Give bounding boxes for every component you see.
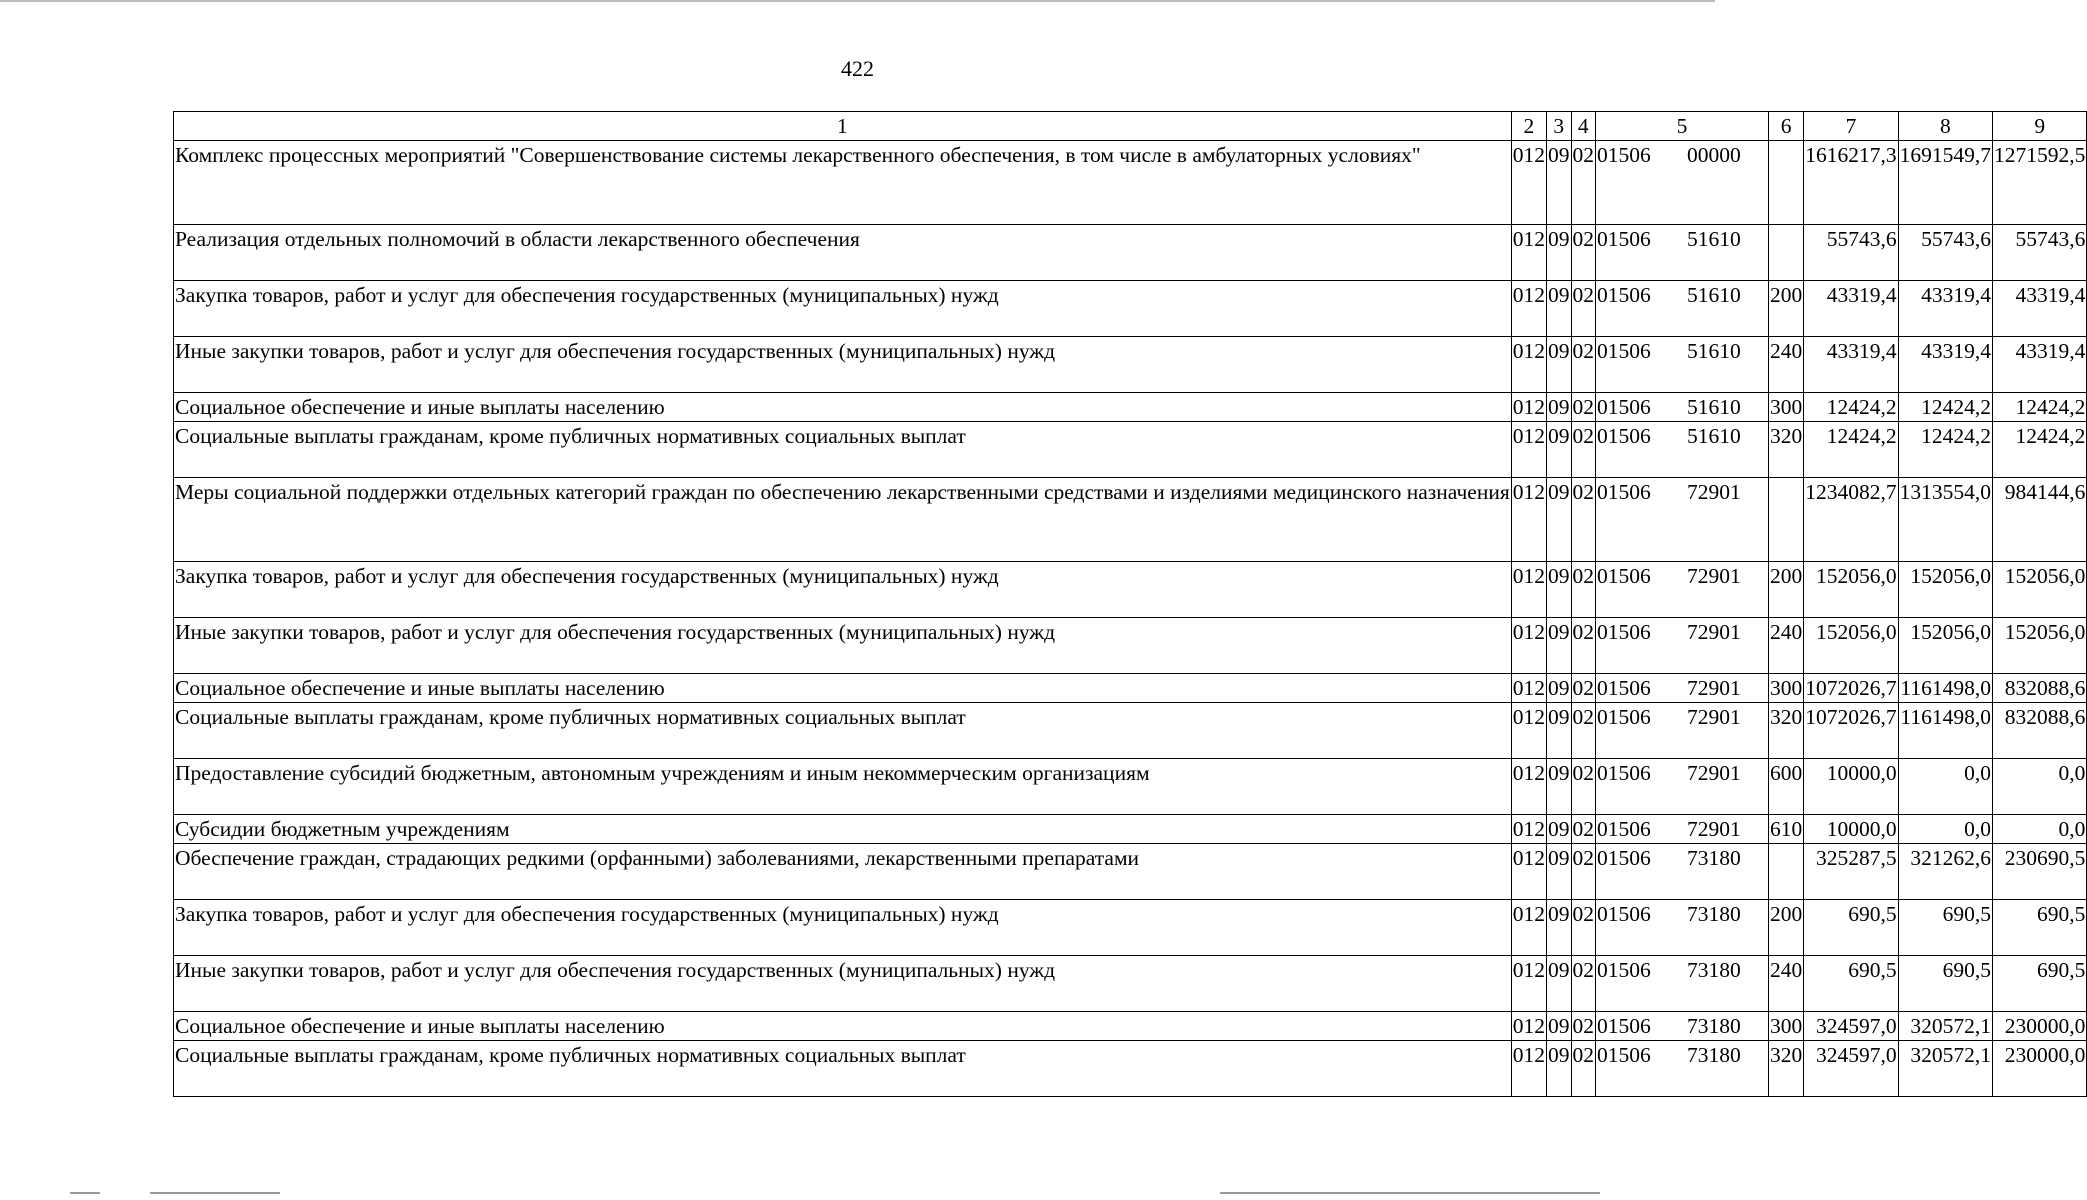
amount-col-9: 12424,2 bbox=[1993, 422, 2087, 478]
amount-col-7: 152056,0 bbox=[1804, 618, 1898, 674]
table-row bbox=[174, 141, 2087, 225]
amount-col-8: 1161498,0 bbox=[1898, 674, 1992, 703]
amount-col-8: 12424,2 bbox=[1898, 393, 1992, 422]
target-article-direction: 72901 bbox=[1687, 480, 1741, 504]
target-article-program: 01506 bbox=[1597, 143, 1651, 167]
column-header: 2 bbox=[1511, 112, 1546, 141]
table-row bbox=[174, 393, 2087, 422]
target-article-program: 01506 bbox=[1597, 761, 1651, 785]
page-number: 422 bbox=[841, 56, 874, 81]
expense-type-code: 320 bbox=[1769, 1041, 1804, 1097]
ministry-code: 012 bbox=[1511, 337, 1546, 393]
amount-col-9: 984144,6 bbox=[1993, 478, 2087, 562]
table-row bbox=[174, 956, 2087, 1012]
column-header: 6 bbox=[1769, 112, 1804, 141]
row-name: Социальные выплаты гражданам, кроме публичных нормативных социальных выплат bbox=[174, 422, 1512, 478]
target-article-program: 01506 bbox=[1597, 339, 1651, 363]
amount-col-7: 325287,5 bbox=[1804, 844, 1898, 900]
amount-col-7: 43319,4 bbox=[1804, 281, 1898, 337]
ministry-code: 012 bbox=[1511, 703, 1546, 759]
amount-col-8: 152056,0 bbox=[1898, 618, 1992, 674]
table-row bbox=[174, 562, 2087, 618]
scan-top-edge bbox=[0, 0, 1715, 2]
subsection-code: 02 bbox=[1571, 1012, 1596, 1041]
amount-col-9: 832088,6 bbox=[1993, 703, 2087, 759]
amount-col-7: 1234082,7 bbox=[1804, 478, 1898, 562]
amount-col-7: 10000,0 bbox=[1804, 759, 1898, 815]
subsection-code: 02 bbox=[1571, 759, 1596, 815]
table-row bbox=[174, 703, 2087, 759]
column-header: 7 bbox=[1804, 112, 1898, 141]
target-article-direction: 51610 bbox=[1687, 283, 1741, 307]
subsection-code: 02 bbox=[1571, 1041, 1596, 1097]
target-article-code bbox=[1596, 141, 1769, 225]
row-name: Меры социальной поддержки отдельных категорий граждан по обеспечению лекарственными средствами и изделиями медицинского назначения bbox=[174, 478, 1512, 562]
section-code: 09 bbox=[1547, 141, 1572, 225]
subsection-code: 02 bbox=[1571, 141, 1596, 225]
target-article-program: 01506 bbox=[1597, 902, 1651, 926]
row-name: Предоставление субсидий бюджетным, автономным учреждениям и иным некоммерческим организациям bbox=[174, 759, 1512, 815]
target-article-direction: 51610 bbox=[1687, 227, 1741, 251]
target-article-program: 01506 bbox=[1597, 1043, 1651, 1067]
amount-col-9: 1271592,5 bbox=[1993, 141, 2087, 225]
subsection-code: 02 bbox=[1571, 478, 1596, 562]
target-article-code bbox=[1596, 703, 1769, 759]
ministry-code: 012 bbox=[1511, 562, 1546, 618]
expense-type-code: 320 bbox=[1769, 703, 1804, 759]
column-header: 4 bbox=[1571, 112, 1596, 141]
target-article-program: 01506 bbox=[1597, 958, 1651, 982]
table-row bbox=[174, 618, 2087, 674]
amount-col-8: 1313554,0 bbox=[1898, 478, 1992, 562]
table-row bbox=[174, 1012, 2087, 1041]
table-row bbox=[174, 815, 2087, 844]
amount-col-9: 43319,4 bbox=[1993, 281, 2087, 337]
target-article-code bbox=[1596, 1041, 1769, 1097]
ministry-code: 012 bbox=[1511, 674, 1546, 703]
expense-type-code: 320 bbox=[1769, 422, 1804, 478]
table-row bbox=[174, 1041, 2087, 1097]
target-article-code bbox=[1596, 956, 1769, 1012]
amount-col-8: 320572,1 bbox=[1898, 1041, 1992, 1097]
expense-type-code: 240 bbox=[1769, 956, 1804, 1012]
ministry-code: 012 bbox=[1511, 956, 1546, 1012]
section-code: 09 bbox=[1547, 1012, 1572, 1041]
target-article-code bbox=[1596, 815, 1769, 844]
column-header: 9 bbox=[1993, 112, 2087, 141]
amount-col-9: 690,5 bbox=[1993, 956, 2087, 1012]
section-code: 09 bbox=[1547, 900, 1572, 956]
amount-col-9: 230690,5 bbox=[1993, 844, 2087, 900]
target-article-code bbox=[1596, 759, 1769, 815]
table-row bbox=[174, 478, 2087, 562]
target-article-direction: 73180 bbox=[1687, 902, 1741, 926]
section-code: 09 bbox=[1547, 225, 1572, 281]
column-header: 1 bbox=[174, 112, 1512, 141]
row-name: Субсидии бюджетным учреждениям bbox=[174, 815, 1512, 844]
amount-col-9: 0,0 bbox=[1993, 759, 2087, 815]
table-row bbox=[174, 337, 2087, 393]
ministry-code: 012 bbox=[1511, 1012, 1546, 1041]
section-code: 09 bbox=[1547, 478, 1572, 562]
target-article-direction: 72901 bbox=[1687, 620, 1741, 644]
subsection-code: 02 bbox=[1571, 844, 1596, 900]
table-row bbox=[174, 422, 2087, 478]
subsection-code: 02 bbox=[1571, 815, 1596, 844]
amount-col-8: 1161498,0 bbox=[1898, 703, 1992, 759]
amount-col-9: 832088,6 bbox=[1993, 674, 2087, 703]
amount-col-8: 43319,4 bbox=[1898, 337, 1992, 393]
ministry-code: 012 bbox=[1511, 759, 1546, 815]
target-article-code bbox=[1596, 337, 1769, 393]
target-article-direction: 72901 bbox=[1687, 817, 1741, 841]
subsection-code: 02 bbox=[1571, 618, 1596, 674]
amount-col-9: 690,5 bbox=[1993, 900, 2087, 956]
subsection-code: 02 bbox=[1571, 674, 1596, 703]
target-article-program: 01506 bbox=[1597, 705, 1651, 729]
amount-col-9: 43319,4 bbox=[1993, 337, 2087, 393]
amount-col-8: 12424,2 bbox=[1898, 422, 1992, 478]
column-header: 8 bbox=[1898, 112, 1992, 141]
scan-artifact bbox=[150, 1192, 280, 1194]
target-article-direction: 73180 bbox=[1687, 846, 1741, 870]
amount-col-8: 55743,6 bbox=[1898, 225, 1992, 281]
row-name: Закупка товаров, работ и услуг для обеспечения государственных (муниципальных) нужд bbox=[174, 900, 1512, 956]
target-article-code bbox=[1596, 393, 1769, 422]
amount-col-7: 1616217,3 bbox=[1804, 141, 1898, 225]
ministry-code: 012 bbox=[1511, 1041, 1546, 1097]
table-row bbox=[174, 900, 2087, 956]
section-code: 09 bbox=[1547, 422, 1572, 478]
amount-col-7: 12424,2 bbox=[1804, 422, 1898, 478]
target-article-code bbox=[1596, 422, 1769, 478]
section-code: 09 bbox=[1547, 759, 1572, 815]
subsection-code: 02 bbox=[1571, 337, 1596, 393]
amount-col-7: 690,5 bbox=[1804, 900, 1898, 956]
target-article-code bbox=[1596, 225, 1769, 281]
target-article-program: 01506 bbox=[1597, 564, 1651, 588]
ministry-code: 012 bbox=[1511, 281, 1546, 337]
ministry-code: 012 bbox=[1511, 478, 1546, 562]
row-name: Реализация отдельных полномочий в области лекарственного обеспечения bbox=[174, 225, 1512, 281]
amount-col-9: 12424,2 bbox=[1993, 393, 2087, 422]
target-article-code bbox=[1596, 562, 1769, 618]
subsection-code: 02 bbox=[1571, 703, 1596, 759]
subsection-code: 02 bbox=[1571, 225, 1596, 281]
table-row bbox=[174, 844, 2087, 900]
section-code: 09 bbox=[1547, 956, 1572, 1012]
target-article-direction: 72901 bbox=[1687, 564, 1741, 588]
subsection-code: 02 bbox=[1571, 422, 1596, 478]
table-row bbox=[174, 281, 2087, 337]
target-article-code bbox=[1596, 618, 1769, 674]
target-article-program: 01506 bbox=[1597, 227, 1651, 251]
target-article-program: 01506 bbox=[1597, 676, 1651, 700]
target-article-direction: 73180 bbox=[1687, 1014, 1741, 1038]
row-name: Социальное обеспечение и иные выплаты населению bbox=[174, 393, 1512, 422]
amount-col-8: 690,5 bbox=[1898, 900, 1992, 956]
section-code: 09 bbox=[1547, 281, 1572, 337]
amount-col-7: 1072026,7 bbox=[1804, 703, 1898, 759]
target-article-program: 01506 bbox=[1597, 480, 1651, 504]
row-name: Иные закупки товаров, работ и услуг для обеспечения государственных (муниципальных) нужд bbox=[174, 337, 1512, 393]
row-name: Иные закупки товаров, работ и услуг для обеспечения государственных (муниципальных) нужд bbox=[174, 956, 1512, 1012]
header-row bbox=[174, 112, 2087, 141]
row-name: Социальное обеспечение и иные выплаты населению bbox=[174, 674, 1512, 703]
amount-col-7: 1072026,7 bbox=[1804, 674, 1898, 703]
budget-table bbox=[173, 111, 2087, 1097]
amount-col-7: 324597,0 bbox=[1804, 1041, 1898, 1097]
scan-artifact bbox=[1220, 1192, 1600, 1194]
expense-type-code: 300 bbox=[1769, 1012, 1804, 1041]
subsection-code: 02 bbox=[1571, 900, 1596, 956]
target-article-direction: 00000 bbox=[1687, 143, 1741, 167]
amount-col-7: 152056,0 bbox=[1804, 562, 1898, 618]
amount-col-9: 152056,0 bbox=[1993, 618, 2087, 674]
ministry-code: 012 bbox=[1511, 225, 1546, 281]
target-article-direction: 72901 bbox=[1687, 676, 1741, 700]
row-name: Закупка товаров, работ и услуг для обеспечения государственных (муниципальных) нужд bbox=[174, 281, 1512, 337]
amount-col-7: 690,5 bbox=[1804, 956, 1898, 1012]
scan-artifact bbox=[70, 1192, 100, 1194]
target-article-program: 01506 bbox=[1597, 620, 1651, 644]
amount-col-7: 12424,2 bbox=[1804, 393, 1898, 422]
ministry-code: 012 bbox=[1511, 393, 1546, 422]
row-name: Социальные выплаты гражданам, кроме публичных нормативных социальных выплат bbox=[174, 703, 1512, 759]
target-article-program: 01506 bbox=[1597, 283, 1651, 307]
target-article-code bbox=[1596, 844, 1769, 900]
amount-col-8: 152056,0 bbox=[1898, 562, 1992, 618]
expense-type-code: 300 bbox=[1769, 674, 1804, 703]
expense-type-code: 600 bbox=[1769, 759, 1804, 815]
amount-col-8: 321262,6 bbox=[1898, 844, 1992, 900]
ministry-code: 012 bbox=[1511, 422, 1546, 478]
target-article-direction: 51610 bbox=[1687, 424, 1741, 448]
subsection-code: 02 bbox=[1571, 393, 1596, 422]
target-article-direction: 51610 bbox=[1687, 339, 1741, 363]
expense-type-code bbox=[1769, 478, 1804, 562]
amount-col-8: 320572,1 bbox=[1898, 1012, 1992, 1041]
amount-col-9: 0,0 bbox=[1993, 815, 2087, 844]
section-code: 09 bbox=[1547, 844, 1572, 900]
section-code: 09 bbox=[1547, 562, 1572, 618]
target-article-code bbox=[1596, 478, 1769, 562]
amount-col-9: 230000,0 bbox=[1993, 1012, 2087, 1041]
expense-type-code: 200 bbox=[1769, 281, 1804, 337]
section-code: 09 bbox=[1547, 703, 1572, 759]
subsection-code: 02 bbox=[1571, 562, 1596, 618]
target-article-code bbox=[1596, 674, 1769, 703]
ministry-code: 012 bbox=[1511, 815, 1546, 844]
target-article-program: 01506 bbox=[1597, 424, 1651, 448]
target-article-code bbox=[1596, 281, 1769, 337]
amount-col-9: 55743,6 bbox=[1993, 225, 2087, 281]
target-article-program: 01506 bbox=[1597, 817, 1651, 841]
amount-col-8: 690,5 bbox=[1898, 956, 1992, 1012]
target-article-direction: 72901 bbox=[1687, 761, 1741, 785]
amount-col-8: 43319,4 bbox=[1898, 281, 1992, 337]
ministry-code: 012 bbox=[1511, 844, 1546, 900]
expense-type-code: 240 bbox=[1769, 618, 1804, 674]
section-code: 09 bbox=[1547, 337, 1572, 393]
row-name: Иные закупки товаров, работ и услуг для обеспечения государственных (муниципальных) нужд bbox=[174, 618, 1512, 674]
section-code: 09 bbox=[1547, 393, 1572, 422]
target-article-direction: 73180 bbox=[1687, 958, 1741, 982]
amount-col-9: 152056,0 bbox=[1993, 562, 2087, 618]
section-code: 09 bbox=[1547, 674, 1572, 703]
column-header: 5 bbox=[1596, 112, 1769, 141]
expense-type-code: 200 bbox=[1769, 900, 1804, 956]
amount-col-7: 324597,0 bbox=[1804, 1012, 1898, 1041]
amount-col-8: 1691549,7 bbox=[1898, 141, 1992, 225]
section-code: 09 bbox=[1547, 618, 1572, 674]
table-row bbox=[174, 759, 2087, 815]
target-article-direction: 51610 bbox=[1687, 395, 1741, 419]
row-name: Комплекс процессных мероприятий "Совершенствование системы лекарственного обеспечения, в том числе в амбулаторных условиях" bbox=[174, 141, 1512, 225]
target-article-direction: 73180 bbox=[1687, 1043, 1741, 1067]
amount-col-7: 10000,0 bbox=[1804, 815, 1898, 844]
row-name: Закупка товаров, работ и услуг для обеспечения государственных (муниципальных) нужд bbox=[174, 562, 1512, 618]
section-code: 09 bbox=[1547, 815, 1572, 844]
target-article-code bbox=[1596, 1012, 1769, 1041]
row-name: Социальное обеспечение и иные выплаты населению bbox=[174, 1012, 1512, 1041]
ministry-code: 012 bbox=[1511, 618, 1546, 674]
ministry-code: 012 bbox=[1511, 900, 1546, 956]
amount-col-8: 0,0 bbox=[1898, 759, 1992, 815]
expense-type-code: 300 bbox=[1769, 393, 1804, 422]
amount-col-7: 55743,6 bbox=[1804, 225, 1898, 281]
expense-type-code bbox=[1769, 844, 1804, 900]
amount-col-7: 43319,4 bbox=[1804, 337, 1898, 393]
table-row bbox=[174, 674, 2087, 703]
amount-col-8: 0,0 bbox=[1898, 815, 1992, 844]
table-row bbox=[174, 225, 2087, 281]
target-article-program: 01506 bbox=[1597, 395, 1651, 419]
column-header: 3 bbox=[1547, 112, 1572, 141]
expense-type-code bbox=[1769, 225, 1804, 281]
subsection-code: 02 bbox=[1571, 281, 1596, 337]
target-article-program: 01506 bbox=[1597, 1014, 1651, 1038]
target-article-direction: 72901 bbox=[1687, 705, 1741, 729]
expense-type-code: 610 bbox=[1769, 815, 1804, 844]
target-article-program: 01506 bbox=[1597, 846, 1651, 870]
expense-type-code: 240 bbox=[1769, 337, 1804, 393]
ministry-code: 012 bbox=[1511, 141, 1546, 225]
row-name: Обеспечение граждан, страдающих редкими (орфанными) заболеваниями, лекарственными препаратами bbox=[174, 844, 1512, 900]
section-code: 09 bbox=[1547, 1041, 1572, 1097]
expense-type-code: 200 bbox=[1769, 562, 1804, 618]
target-article-code bbox=[1596, 900, 1769, 956]
row-name: Социальные выплаты гражданам, кроме публичных нормативных социальных выплат bbox=[174, 1041, 1512, 1097]
table-body bbox=[174, 141, 2087, 1097]
subsection-code: 02 bbox=[1571, 956, 1596, 1012]
amount-col-9: 230000,0 bbox=[1993, 1041, 2087, 1097]
expense-type-code bbox=[1769, 141, 1804, 225]
